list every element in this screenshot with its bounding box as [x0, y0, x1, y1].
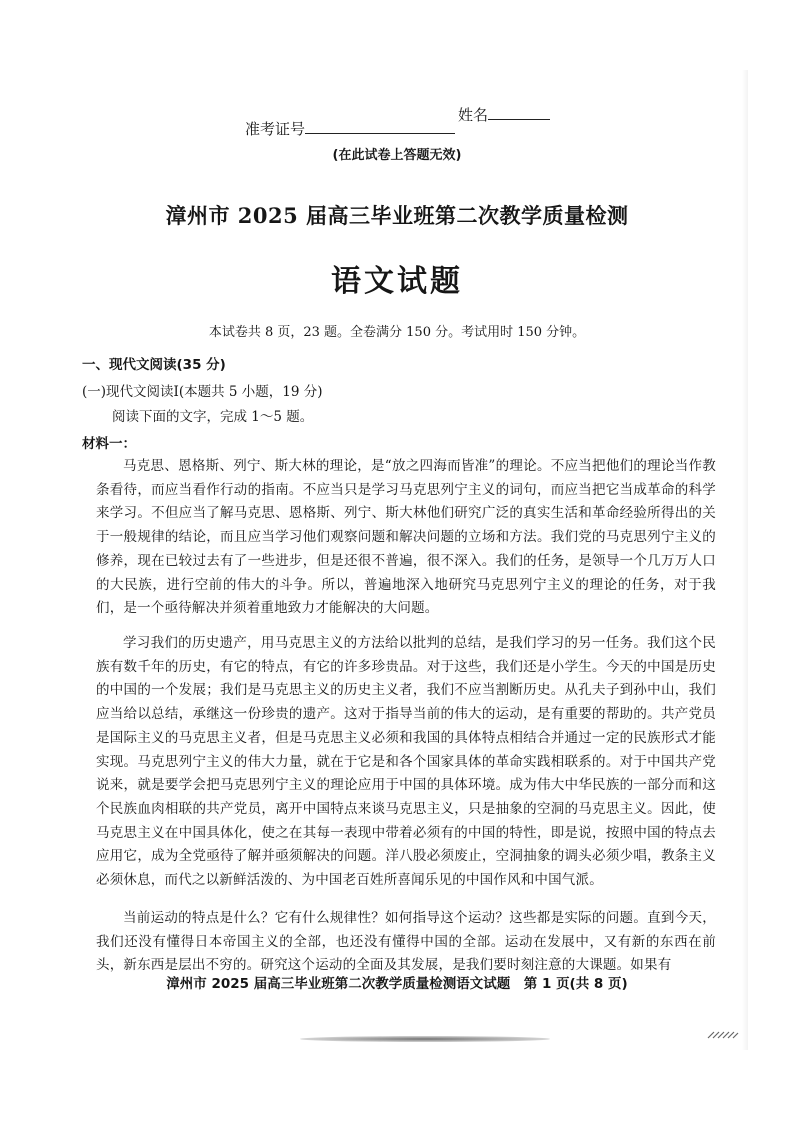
name-label: 姓名 [458, 106, 489, 124]
exam-title: 漳州市 2025 届高三毕业班第二次教学质量检测 [165, 203, 629, 228]
paragraph-3 [96, 907, 716, 978]
candidate-number-field [245, 118, 585, 142]
scan-corner-mark [706, 1030, 740, 1040]
subject-title: 语文试题 [331, 264, 463, 299]
paragraph-text: 当前运动的特点是什么？它有什么规律性？如何指导这个运动？这些都是实际的问题。直到今天，我们还没有懂得日本帝国主义的全部，也还没有懂得中国的全部。运动在发展中，又有新的东西在前头，新东西是层出不穷的。研究这个运动的全面及其发展，是我们要时刻注意的大课题。如果有 [96, 910, 716, 974]
candidate-number-blank [305, 119, 455, 134]
subsection-heading: (一)现代文阅读Ⅰ(本题共 5 小题，19 分) [82, 384, 323, 400]
invalid-answer-note: (在此试卷上答题无效) [332, 148, 462, 163]
candidate-number-label: 准考证号 [245, 120, 306, 138]
scan-smudge [300, 1036, 550, 1042]
material-label: 材料一： [82, 436, 136, 452]
reading-instruction: 阅读下面的文字，完成 1～5 题。 [112, 409, 314, 425]
paragraph-1 [96, 455, 716, 621]
paragraph-2 [96, 632, 716, 893]
exam-info: 本试卷共 8 页，23 题。全卷满分 150 分。考试用时 150 分钟。 [208, 325, 586, 340]
paragraph-text: 马克思、恩格斯、列宁、斯大林的理论，是“放之四海而皆准”的理论。不应当把他们的理论当作教条看待，而应当看作行动的指南。不应当只是学习马克思列宁主义的词句，而应当把它当成革命的科学来学习。不但应当了解马克思、恩格斯、列宁、斯大林他们研究广泛的真实生活和革命经验所得出的关于一般规律的结论，而且应当学习他们观察问题和解决问题的立场和方法。我们党的马克思列宁主义的修养，现在已较过去有了一些进步，但是还很不普遍，很不深入。我们的任务，是领导一个几万万人口的大民族，进行空前的伟大的斗争。所以，普遍地深入地研究马克思列宁主义的理论的任务，对于我们，是一个亟待解决并须着重地致力才能解决的大问题。 [96, 458, 716, 617]
page-footer: 漳州市 2025 届高三毕业班第二次教学质量检测语文试题 第 1 页(共 8 页) [166, 976, 628, 992]
section-heading: 一、现代文阅读(35 分) [82, 357, 226, 373]
paragraph-text: 学习我们的历史遗产，用马克思主义的方法给以批判的总结，是我们学习的另一任务。我们这个民族有数千年的历史，有它的特点，有它的许多珍贵品。对于这些，我们还是小学生。今天的中国是历史的中国的一个发展；我们是马克思主义的历史主义者，我们不应当割断历史。从孔夫子到孙中山，我们应当给以总结，承继这一份珍贵的遗产。这对于指导当前的伟大的运动，是有重要的帮助的。共产党员是国际主义的马克思主义者，但是马克思主义必须和我国的具体特点相结合并通过一定的民族形式才能实现。马克思列宁主义的伟大力量，就在于它是和各个国家具体的革命实践相联系的。对于中国共产党说来，就是要学会把马克思列宁主义的理论应用于中国的具体环境。成为伟大中华民族的一部分而和这个民族血肉相联的共产党员，离开中国特点来谈马克思主义，只是抽象的空洞的马克思主义。因此，使马克思主义在中国具体化，使之在其每一表现中带着必须有的中国的特性，即是说，按照中国的特点去应用它，成为全党亟待了解并亟须解决的问题。洋八股必须废止，空洞抽象的调头必须少唱，教条主义必须休息，而代之以新鲜活泼的、为中国老百姓所喜闻乐见的中国作风和中国气派。 [96, 635, 716, 889]
